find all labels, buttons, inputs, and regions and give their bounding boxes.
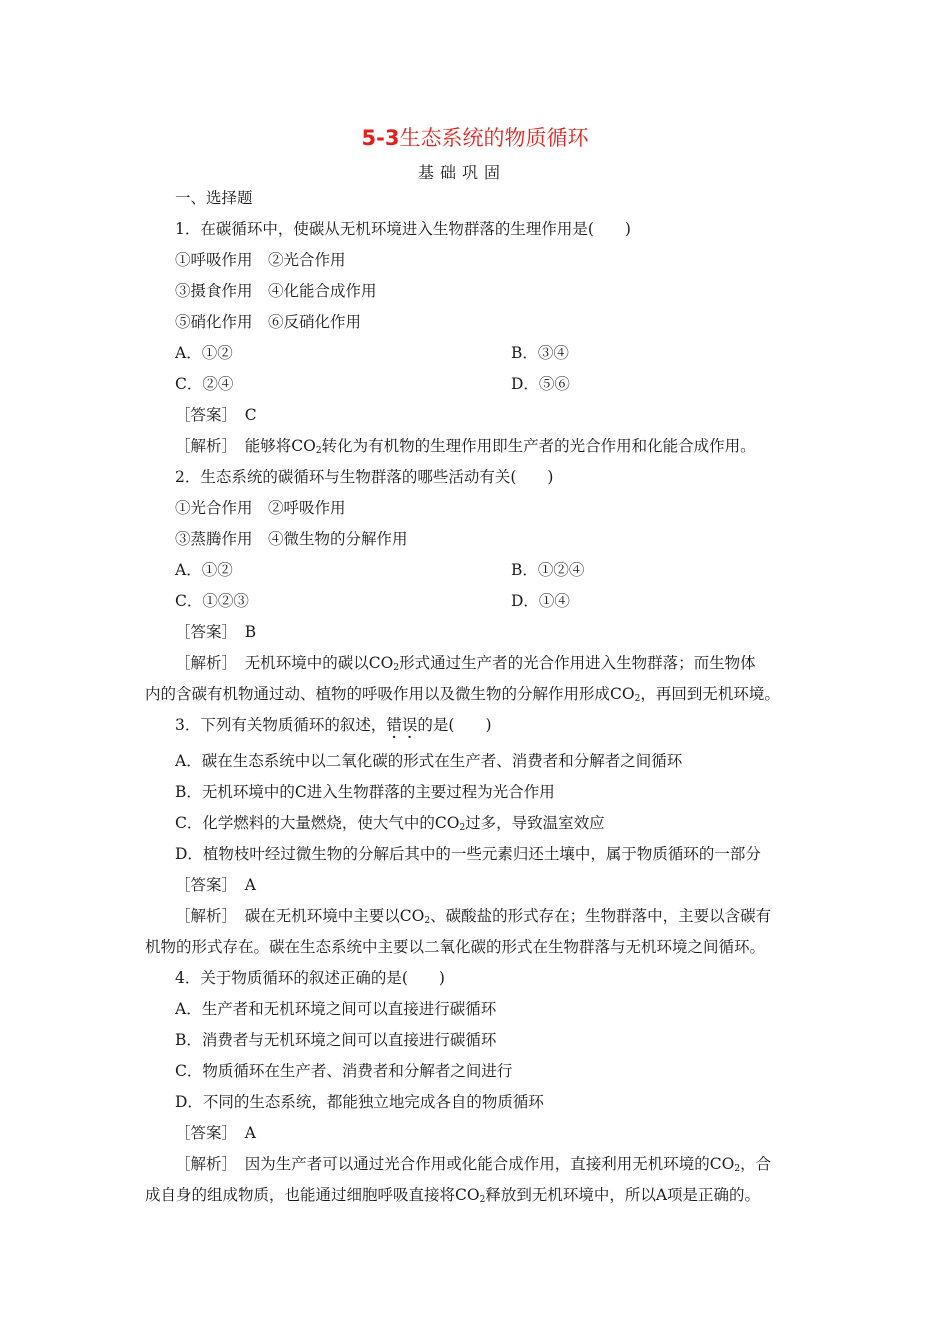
analysis-text: 成自身的组成物质，也能通过细胞呼吸直接将CO (145, 1186, 480, 1204)
question-1-stem: 1．在碳循环中，使碳从无机环境进入生物群落的生理作用是( ) (175, 220, 631, 238)
analysis-text: ，合 (740, 1155, 772, 1173)
stem-text: 3．下列有关物质循环的叙述， (175, 716, 387, 734)
question-2-answer: ［答案］ B (175, 623, 257, 641)
question-3-option-a: A．碳在生态系统中以二氧化碳的形式在生产者、消费者和分解者之间循环 (175, 752, 683, 770)
section-heading: 一、选择题 (175, 189, 253, 207)
page-subtitle: 基础巩固 (417, 163, 506, 182)
subscript: 2 (479, 1195, 486, 1205)
question-3-option-b: B．无机环境中的C进入生物群落的主要过程为光合作用 (175, 783, 555, 801)
analysis-text: ，再回到无机环境。 (640, 685, 780, 703)
analysis-text: ［解析］ 无机环境中的碳以CO (175, 654, 394, 672)
subscript: 2 (393, 663, 400, 673)
question-4-answer: ［答案］ A (175, 1124, 256, 1142)
emphasized-char: 错 (386, 716, 402, 734)
subscript: 2 (634, 694, 641, 704)
emphasized-char: 误 (401, 716, 418, 734)
subscript: 2 (734, 1164, 741, 1174)
question-1-option-c: C．②④ (175, 375, 234, 393)
question-2-analysis-line1 (175, 653, 756, 678)
question-1-answer: ［答案］ C (175, 406, 257, 424)
question-1-option-d: D．⑤⑥ (511, 375, 570, 393)
question-1-option-b: B．③④ (511, 344, 569, 362)
question-3-stem (175, 715, 492, 735)
question-4-option-b: B．消费者与无机环境之间可以直接进行碳循环 (175, 1031, 497, 1049)
question-4-analysis-line2 (145, 1185, 760, 1210)
question-2-item: ③蒸腾作用 ④微生物的分解作用 (175, 530, 408, 548)
option-text: C．化学燃料的大量燃烧，使大气中的CO (175, 814, 460, 832)
analysis-text: ［解析］ 能够将CO (175, 437, 316, 455)
question-3-analysis-line2: 机物的形式存在。碳在生态系统中主要以二氧化碳的形式在生物群落与无机环境之间循环。 (145, 938, 766, 956)
question-4-option-c: C．物质循环在生产者、消费者和分解者之间进行 (175, 1062, 513, 1080)
question-1-analysis (175, 436, 756, 461)
analysis-text: ［解析］ 碳在无机环境中主要以CO (175, 907, 425, 925)
analysis-text: 释放到无机环境中，所以A项是正确的。 (485, 1186, 761, 1204)
stem-text: 的是( ) (417, 716, 492, 734)
analysis-text: 内的含碳有机物通过动、植物的呼吸作用以及微生物的分解作用形成CO (145, 685, 635, 703)
option-text: 过多，导致温室效应 (465, 814, 605, 832)
title-text: 生态系统的物质循环 (399, 126, 589, 150)
question-2-option-b: B．①②④ (511, 561, 585, 579)
subscript: 2 (424, 916, 431, 926)
analysis-text: ［解析］ 因为生产者可以通过光合作用或化能合成作用，直接利用无机环境的CO (175, 1155, 735, 1173)
question-3-option-c (175, 813, 605, 838)
question-4-option-a: A．生产者和无机环境之间可以直接进行碳循环 (175, 1000, 497, 1018)
question-1-item: ③摄食作用 ④化能合成作用 (175, 282, 377, 300)
subscript: 2 (459, 823, 466, 833)
question-2-stem: 2．生态系统的碳循环与生物群落的哪些活动有关( ) (175, 468, 554, 486)
question-2-item: ①光合作用 ②呼吸作用 (175, 499, 346, 517)
question-1-item: ①呼吸作用 ②光合作用 (175, 251, 346, 269)
title-number: 5-3 (361, 126, 400, 150)
subscript: 2 (315, 446, 322, 456)
page-title (0, 122, 950, 152)
question-4-stem: 4．关于物质循环的叙述正确的是( ) (175, 969, 445, 987)
question-3-analysis-line1 (175, 906, 771, 931)
question-3-answer: ［答案］ A (175, 876, 256, 894)
question-2-option-a: A．①② (175, 561, 233, 579)
question-4-option-d: D．不同的生态系统，都能独立地完成各自的物质循环 (175, 1093, 544, 1111)
question-3-option-d: D．植物枝叶经过微生物的分解后其中的一些元素归还土壤中，属于物质循环的一部分 (175, 845, 761, 863)
question-1-option-a: A．①② (175, 344, 233, 362)
question-2-option-d: D．①④ (511, 592, 570, 610)
question-2-analysis-line2 (145, 684, 780, 709)
question-1-item: ⑤硝化作用 ⑥反硝化作用 (175, 313, 362, 331)
question-4-analysis-line1 (175, 1154, 771, 1179)
analysis-text: 转化为有机物的生理作用即生产者的光合作用和化能合成作用。 (321, 437, 756, 455)
question-2-option-c: C．①②③ (175, 592, 249, 610)
analysis-text: 形式通过生产者的光合作用进入生物群落；而生物体 (399, 654, 756, 672)
analysis-text: 、碳酸盐的形式存在；生物群落中，主要以含碳有 (430, 907, 772, 925)
